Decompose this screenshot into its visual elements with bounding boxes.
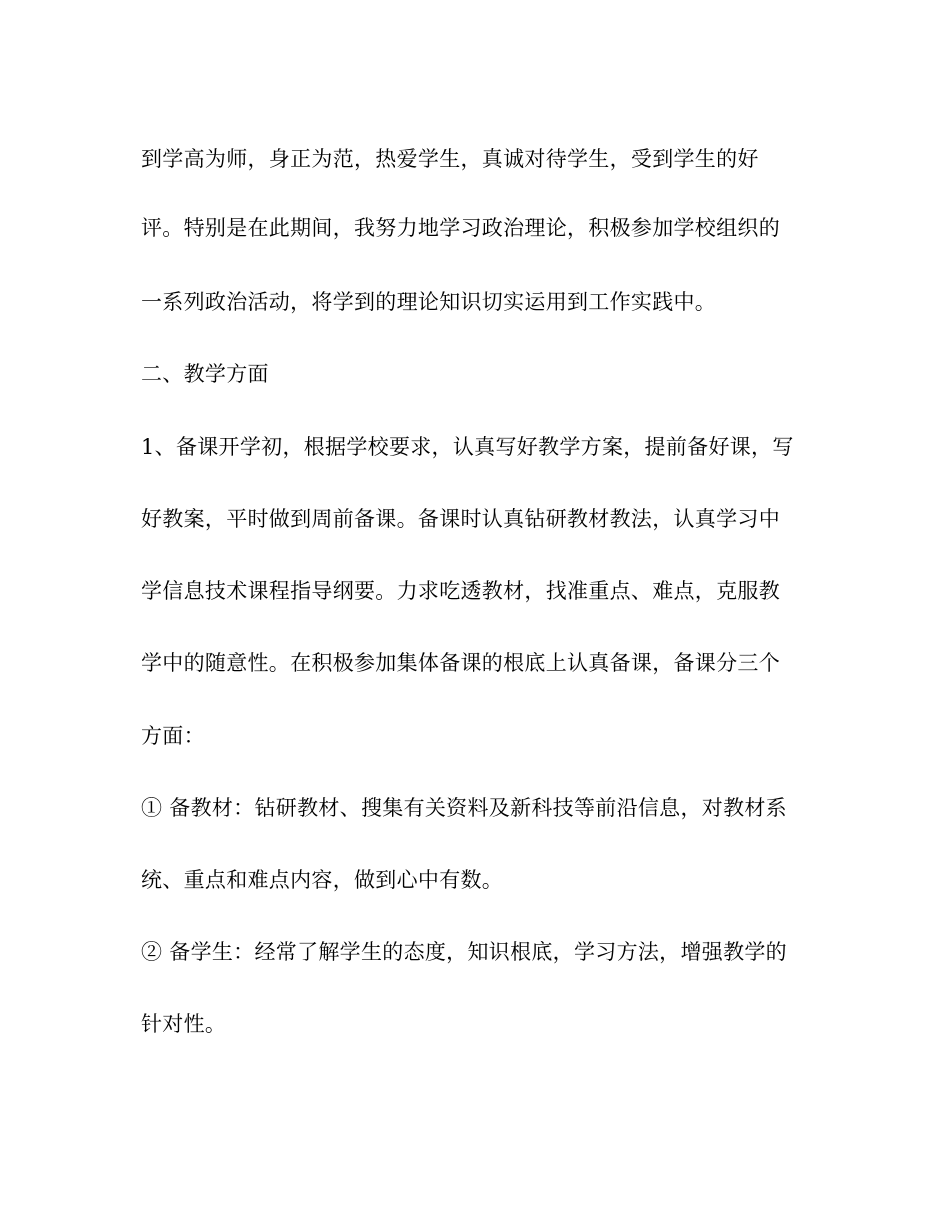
text-line: 方面： <box>141 724 205 748</box>
text-line: 学信息技术课程指导纲要。力求吃透教材，找准重点、难点，克服教 <box>141 579 780 603</box>
text-line: 统、重点和难点内容，做到心中有数。 <box>141 868 504 892</box>
text-line: 1、备课开学初，根据学校要求，认真写好教学方案，提前备好课，写 <box>141 435 794 459</box>
text-line: 评。特别是在此期间，我努力地学习政治理论，积极参加学校组织的 <box>141 216 780 240</box>
text-line: 一系列政治活动，将学到的理论知识切实运用到工作实践中。 <box>141 290 717 314</box>
list-item: ② 备学生：经常了解学生的态度，知识根底，学习方法，增强教学的 <box>141 940 787 964</box>
text-line: 学中的随意性。在积极参加集体备课的根底上认真备课，备课分三个 <box>141 651 780 675</box>
list-item: ① 备教材：钻研教材、搜集有关资料及新科技等前沿信息，对教材系 <box>141 796 787 820</box>
text-line: 好教案，平时做到周前备课。备课时认真钻研教材教法，认真学习中 <box>141 507 780 531</box>
text-line: 针对性。 <box>141 1012 227 1036</box>
text-line: 到学高为师，身正为范，热爱学生，真诚对待学生，受到学生的好 <box>141 147 759 171</box>
section-heading: 二、教学方面 <box>141 362 269 386</box>
